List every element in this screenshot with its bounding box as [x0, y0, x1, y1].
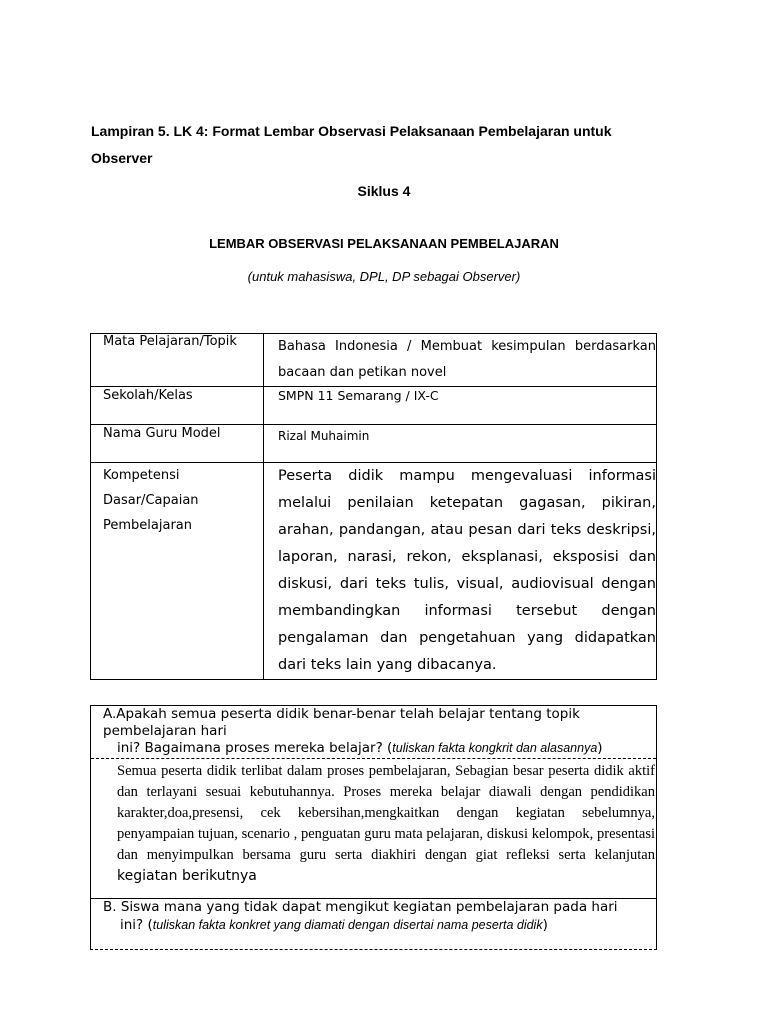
info-value-subject: Bahasa Indonesia / Membuat kesimpulan berdasarkan bacaan dan petikan novel	[264, 334, 657, 387]
form-subtitle: (untuk mahasiswa, DPL, DP sebagai Observer)	[247, 269, 521, 284]
info-row-teacher	[91, 425, 657, 463]
info-value-competency: Peserta didik mampu mengevaluasi informasi melalui penilaian ketepatan gagasan, pikiran, arahan, pandangan, atau pesan dari teks deskripsi, laporan, narasi, rekon, eksplanasi, eksposisi dan diskusi, dari teks tulis, visual, audiovisual dengan membandingkan informasi tersebut dengan pengalaman dan pengetahuan yang didapatkan dari teks lain yang dibacanya.	[264, 463, 657, 680]
form-title: LEMBAR OBSERVASI PELAKSANAAN PEMBELAJARAN	[209, 236, 559, 251]
info-table	[90, 333, 657, 680]
info-row-school	[91, 387, 657, 425]
info-value-school: SMPN 11 Semarang / IX-C	[264, 387, 657, 425]
answer-a: Semua peserta didik terlibat dalam proses pembelajaran, Sebagian besar peserta didik aktif dan terlayani sesuai kebutuhannya. Proses mereka belajar diawali dengan pendidikan karakter,doa,presensi, cek kebersihan,mengkaitkan dengan kegiatan sebelumnya, penyampaian tujuan, scenario , penguatan guru mata pelajaran, diskusi kelompok, presentasi dan menyimpulkan bersama guru serta diakhiri dengan giat refleksi serta kelanjutan kegiatan berikutnya	[117, 763, 655, 884]
question-a-hint: tuliskan fakta kongkrit dan alasannya	[392, 741, 598, 755]
info-row-competency	[91, 463, 657, 680]
info-label-subject: Mata Pelajaran/Topik	[91, 334, 264, 387]
info-label-competency: Kompetensi Dasar/Capaian Pembelajaran	[91, 463, 264, 680]
question-a-divider	[91, 758, 656, 759]
question-b: B. Siswa mana yang tidak dapat mengikut kegiatan pembelajaran pada hari ini? (tuliskan fakta konkret yang diamati dengan disertai nama peserta didik)	[103, 899, 618, 933]
info-value-teacher: Rizal Muhaimin	[264, 425, 657, 463]
document-title-line2: Observer	[91, 150, 153, 166]
info-label-teacher: Nama Guru Model	[91, 425, 264, 463]
document-heading	[91, 118, 671, 172]
info-row-subject	[91, 334, 657, 387]
document-title-line1: Lampiran 5. LK 4: Format Lembar Observasi Pelaksanaan Pembelajaran untuk	[91, 123, 612, 139]
cycle-label: Siklus 4	[357, 183, 411, 199]
info-label-school: Sekolah/Kelas	[91, 387, 264, 425]
observation-box	[90, 705, 657, 950]
question-b-hint: tuliskan fakta konkret yang diamati dengan disertai nama peserta didik	[152, 918, 543, 932]
question-a: A.Apakah semua peserta didik benar-benar telah belajar tentang topik pembelajaran hari ini? Bagaimana proses mereka belajar? (tuliskan fakta kongkrit dan alasannya)	[103, 706, 603, 756]
